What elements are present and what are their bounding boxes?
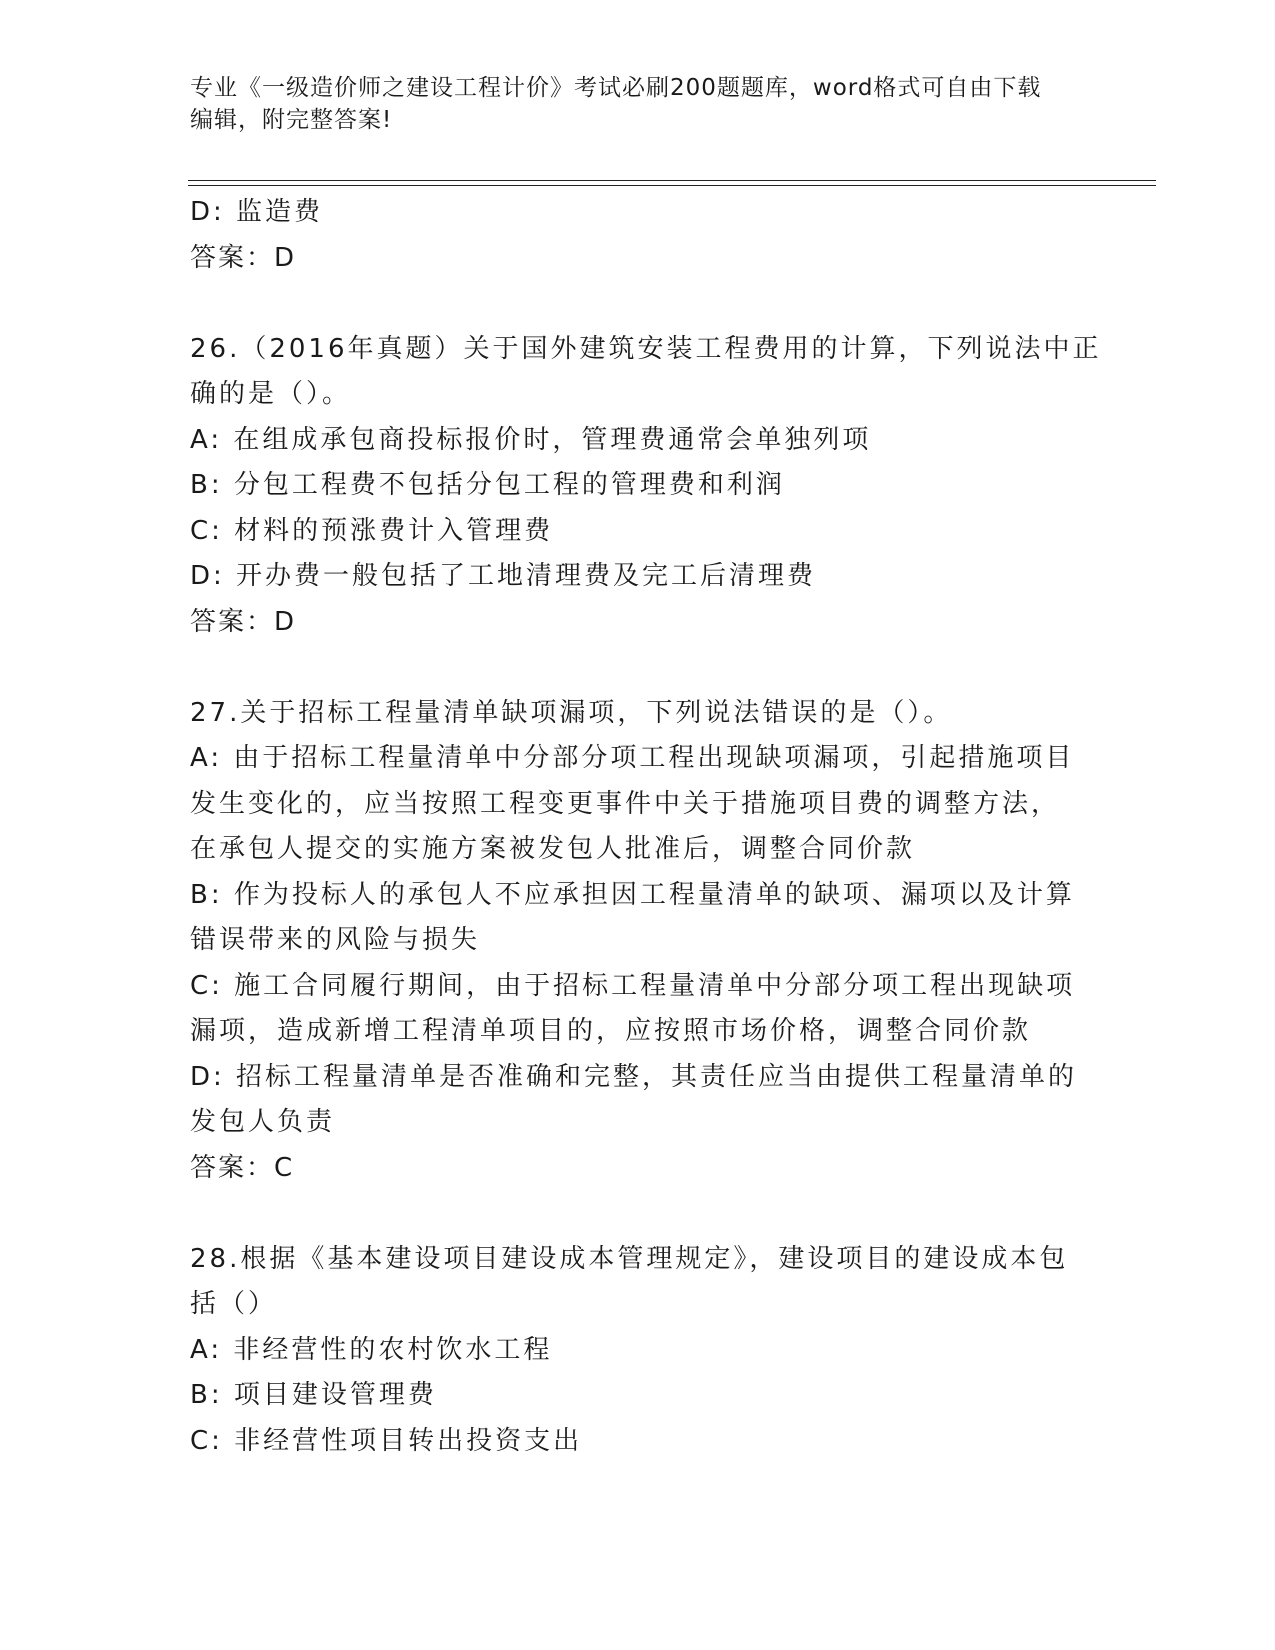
option-d: D: 监造费	[190, 197, 324, 227]
option-d: D: 开办费一般包括了工地清理费及完工后清理费	[190, 561, 817, 591]
question-27	[190, 691, 1090, 1192]
option-b: B: 作为投标人的承包人不应承担因工程量清单的缺项、漏项以及计算	[190, 879, 1075, 910]
answer: 答案：D	[190, 606, 297, 637]
header-line-1: 专业《一级造价师之建设工程计价》考试必刷200题题库，word格式可自由下载	[190, 75, 1042, 101]
header-line-2: 编辑，附完整答案!	[190, 107, 393, 133]
spacer	[190, 281, 1090, 327]
option-b-continued: 错误带来的风险与损失	[190, 925, 481, 955]
answer: 答案：D	[190, 242, 297, 273]
option-a-continued: 在承包人提交的实施方案被发包人批准后，调整合同价款	[190, 834, 916, 864]
spacer	[190, 1191, 1090, 1237]
question-28	[190, 1237, 1090, 1465]
option-c: C: 非经营性项目转出投资支出	[190, 1425, 583, 1456]
option-d: D: 招标工程量清单是否准确和完整，其责任应当由提供工程量清单的	[190, 1061, 1078, 1092]
option-a: A: 非经营性的农村饮水工程	[190, 1334, 553, 1365]
option-b: B: 项目建设管理费	[190, 1380, 437, 1410]
question-stem: 26.（2016年真题）关于国外建筑安装工程费用的计算，下列说法中正	[190, 333, 1102, 364]
page-header	[190, 72, 1090, 136]
option-d-continued: 发包人负责	[190, 1107, 336, 1137]
option-a-continued: 发生变化的，应当按照工程变更事件中关于措施项目费的调整方法，	[190, 788, 1061, 819]
option-c: C: 施工合同履行期间，由于招标工程量清单中分部分项工程出现缺项	[190, 970, 1076, 1001]
option-b: B: 分包工程费不包括分包工程的管理费和利润	[190, 470, 785, 500]
question-stem: 27.关于招标工程量清单缺项漏项，下列说法错误的是（）。	[190, 697, 953, 728]
question-content	[190, 190, 1102, 1464]
previous-question-tail	[190, 190, 1090, 281]
spacer	[190, 645, 1090, 691]
question-stem-continued: 括（）	[190, 1289, 278, 1319]
answer: 答案：C	[190, 1152, 295, 1183]
header-rule-top	[188, 180, 1156, 181]
question-stem: 28.根据《基本建设项目建设成本管理规定》，建设项目的建设成本包	[190, 1243, 1069, 1274]
option-c-continued: 漏项，造成新增工程清单项目的，应按照市场价格，调整合同价款	[190, 1016, 1032, 1046]
option-a: A: 在组成承包商投标报价时，管理费通常会单独列项	[190, 424, 872, 455]
option-c: C: 材料的预涨费计入管理费	[190, 515, 554, 546]
question-stem-continued: 确的是（）。	[190, 379, 352, 409]
question-26	[190, 327, 1102, 646]
header-rule-bottom	[188, 185, 1156, 186]
option-a: A: 由于招标工程量清单中分部分项工程出现缺项漏项，引起措施项目	[190, 743, 1075, 773]
